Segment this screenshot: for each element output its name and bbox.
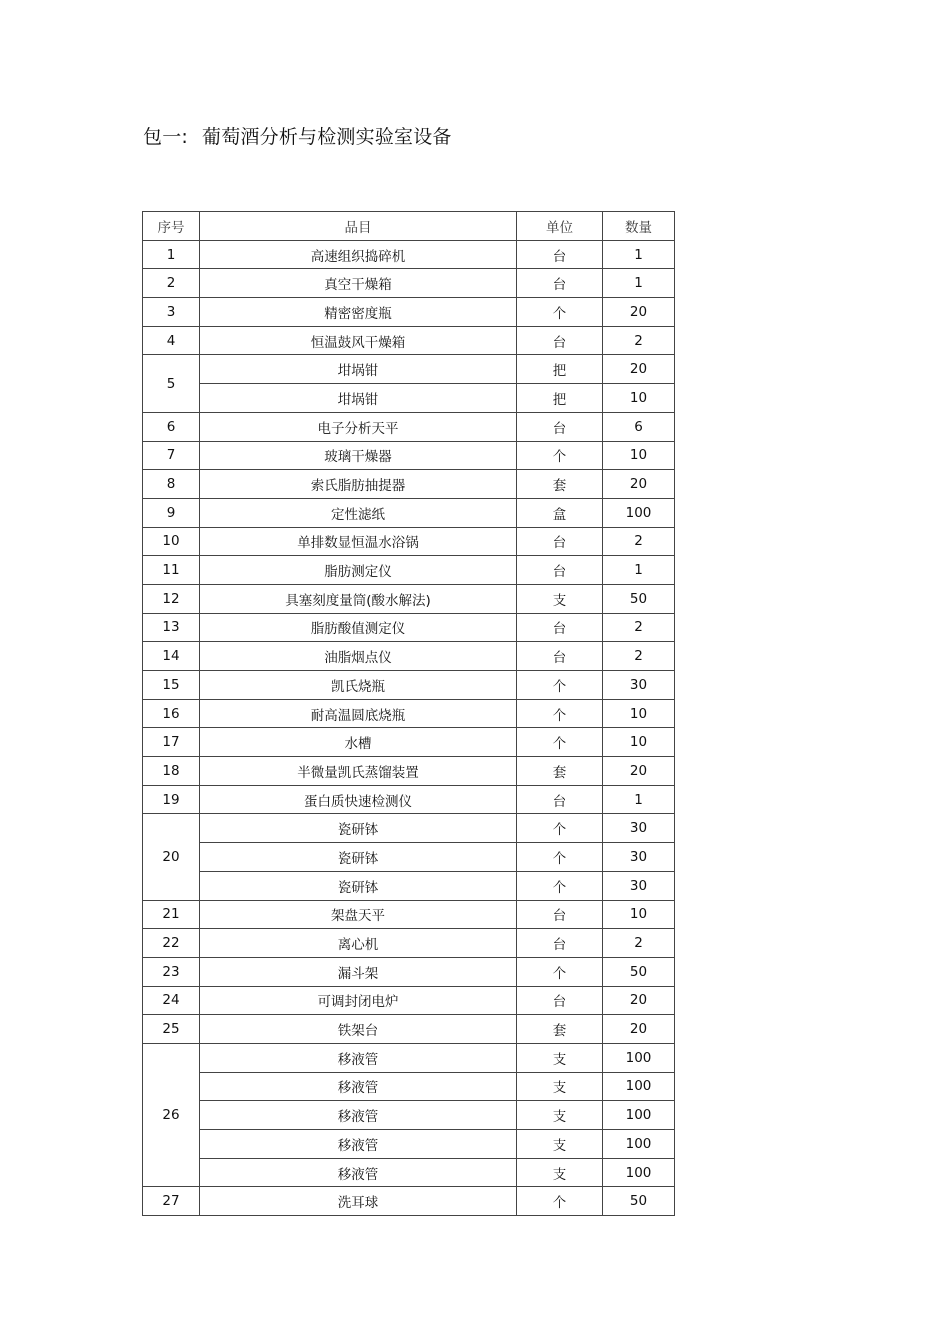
cell-item: 真空干燥箱: [200, 269, 517, 298]
table-row: [143, 1015, 675, 1044]
cell-qty: 30: [603, 871, 675, 900]
cell-unit: 个: [517, 298, 603, 327]
cell-unit: 支: [517, 1130, 603, 1159]
table-row: [143, 269, 675, 298]
cell-unit: 支: [517, 1158, 603, 1187]
cell-qty: 100: [603, 1072, 675, 1101]
table-row: [143, 671, 675, 700]
cell-qty: 2: [603, 527, 675, 556]
cell-seq: 20: [143, 814, 200, 900]
cell-seq: 10: [143, 527, 200, 556]
cell-seq: 6: [143, 412, 200, 441]
cell-item: 移液管: [200, 1130, 517, 1159]
cell-unit: 盒: [517, 498, 603, 527]
cell-unit: 支: [517, 1072, 603, 1101]
cell-item: 瓷研钵: [200, 871, 517, 900]
table-row: [143, 1187, 675, 1216]
cell-item: 恒温鼓风干燥箱: [200, 326, 517, 355]
table-row: [143, 412, 675, 441]
cell-seq: 4: [143, 326, 200, 355]
table-row: [143, 470, 675, 499]
cell-unit: 台: [517, 986, 603, 1015]
cell-seq: 8: [143, 470, 200, 499]
cell-qty: 1: [603, 240, 675, 269]
cell-qty: 50: [603, 957, 675, 986]
cell-item: 水槽: [200, 728, 517, 757]
cell-seq: 1: [143, 240, 200, 269]
cell-unit: 个: [517, 441, 603, 470]
cell-seq: 15: [143, 671, 200, 700]
cell-qty: 10: [603, 699, 675, 728]
cell-item: 移液管: [200, 1072, 517, 1101]
cell-unit: 个: [517, 671, 603, 700]
header-seq: 序号: [143, 212, 200, 241]
cell-seq: 14: [143, 642, 200, 671]
header-qty: 数量: [603, 212, 675, 241]
cell-item: 坩埚钳: [200, 384, 517, 413]
cell-item: 油脂烟点仪: [200, 642, 517, 671]
cell-item: 洗耳球: [200, 1187, 517, 1216]
cell-qty: 10: [603, 441, 675, 470]
cell-item: 移液管: [200, 1043, 517, 1072]
cell-unit: 支: [517, 1043, 603, 1072]
cell-unit: 个: [517, 814, 603, 843]
cell-qty: 1: [603, 556, 675, 585]
cell-seq: 18: [143, 757, 200, 786]
table-row: [143, 298, 675, 327]
cell-item: 可调封闭电炉: [200, 986, 517, 1015]
table-row: [143, 1072, 675, 1101]
cell-seq: 2: [143, 269, 200, 298]
cell-item: 移液管: [200, 1101, 517, 1130]
cell-qty: 2: [603, 613, 675, 642]
cell-qty: 20: [603, 298, 675, 327]
cell-qty: 2: [603, 326, 675, 355]
table-row: [143, 757, 675, 786]
table-row: [143, 498, 675, 527]
table-row: [143, 441, 675, 470]
cell-seq: 3: [143, 298, 200, 327]
cell-qty: 1: [603, 785, 675, 814]
table-row: [143, 1101, 675, 1130]
cell-item: 架盘天平: [200, 900, 517, 929]
table-row: [143, 814, 675, 843]
header-unit: 单位: [517, 212, 603, 241]
table-row: [143, 384, 675, 413]
cell-item: 坩埚钳: [200, 355, 517, 384]
table-row: [143, 728, 675, 757]
cell-unit: 台: [517, 326, 603, 355]
equipment-table: [142, 211, 675, 1216]
cell-item: 具塞刻度量筒(酸水解法): [200, 584, 517, 613]
cell-unit: 个: [517, 1187, 603, 1216]
cell-seq: 11: [143, 556, 200, 585]
cell-item: 精密密度瓶: [200, 298, 517, 327]
table-row: [143, 785, 675, 814]
table-row: [143, 584, 675, 613]
cell-qty: 2: [603, 929, 675, 958]
title-text: 葡萄酒分析与检测实验室设备: [202, 126, 452, 148]
cell-item: 定性滤纸: [200, 498, 517, 527]
table-row: [143, 355, 675, 384]
cell-seq: 23: [143, 957, 200, 986]
cell-qty: 20: [603, 470, 675, 499]
cell-unit: 台: [517, 785, 603, 814]
cell-item: 凯氏烧瓶: [200, 671, 517, 700]
table-row: [143, 1158, 675, 1187]
cell-item: 脂肪酸值测定仪: [200, 613, 517, 642]
table-row: [143, 699, 675, 728]
table-row: [143, 613, 675, 642]
table-row: [143, 843, 675, 872]
cell-unit: 个: [517, 728, 603, 757]
cell-item: 索氏脂肪抽提器: [200, 470, 517, 499]
cell-item: 铁架台: [200, 1015, 517, 1044]
cell-unit: 把: [517, 355, 603, 384]
table-row: [143, 900, 675, 929]
cell-seq: 17: [143, 728, 200, 757]
cell-qty: 100: [603, 1101, 675, 1130]
cell-unit: 个: [517, 843, 603, 872]
cell-item: 瓷研钵: [200, 814, 517, 843]
cell-seq: 26: [143, 1043, 200, 1186]
table-row: [143, 986, 675, 1015]
table-row: [143, 556, 675, 585]
cell-unit: 套: [517, 1015, 603, 1044]
cell-item: 漏斗架: [200, 957, 517, 986]
cell-seq: 13: [143, 613, 200, 642]
cell-seq: 19: [143, 785, 200, 814]
cell-unit: 个: [517, 699, 603, 728]
table-row: [143, 929, 675, 958]
cell-unit: 台: [517, 269, 603, 298]
cell-item: 蛋白质快速检测仪: [200, 785, 517, 814]
cell-unit: 台: [517, 527, 603, 556]
cell-unit: 台: [517, 929, 603, 958]
cell-unit: 台: [517, 240, 603, 269]
cell-item: 瓷研钵: [200, 843, 517, 872]
cell-qty: 30: [603, 843, 675, 872]
cell-unit: 支: [517, 1101, 603, 1130]
cell-qty: 20: [603, 986, 675, 1015]
cell-item: 玻璃干燥器: [200, 441, 517, 470]
table-row: [143, 1130, 675, 1159]
cell-item: 半微量凯氏蒸馏装置: [200, 757, 517, 786]
cell-seq: 7: [143, 441, 200, 470]
cell-unit: 台: [517, 412, 603, 441]
cell-unit: 台: [517, 900, 603, 929]
table-row: [143, 527, 675, 556]
cell-qty: 50: [603, 1187, 675, 1216]
table-row: [143, 871, 675, 900]
cell-qty: 2: [603, 642, 675, 671]
table-row: [143, 957, 675, 986]
cell-qty: 10: [603, 728, 675, 757]
cell-unit: 支: [517, 584, 603, 613]
header-item: 品目: [200, 212, 517, 241]
title-prefix: 包一:: [143, 126, 189, 148]
cell-seq: 9: [143, 498, 200, 527]
cell-item: 离心机: [200, 929, 517, 958]
cell-item: 高速组织捣碎机: [200, 240, 517, 269]
cell-qty: 10: [603, 900, 675, 929]
cell-item: 电子分析天平: [200, 412, 517, 441]
cell-qty: 10: [603, 384, 675, 413]
cell-unit: 套: [517, 470, 603, 499]
cell-unit: 把: [517, 384, 603, 413]
cell-item: 单排数显恒温水浴锅: [200, 527, 517, 556]
cell-qty: 100: [603, 498, 675, 527]
cell-seq: 21: [143, 900, 200, 929]
table-row: [143, 1043, 675, 1072]
table-row: [143, 642, 675, 671]
cell-qty: 100: [603, 1158, 675, 1187]
cell-unit: 个: [517, 871, 603, 900]
cell-qty: 100: [603, 1130, 675, 1159]
cell-item: 耐高温圆底烧瓶: [200, 699, 517, 728]
cell-seq: 5: [143, 355, 200, 412]
cell-unit: 个: [517, 957, 603, 986]
table-row: [143, 326, 675, 355]
cell-seq: 12: [143, 584, 200, 613]
cell-unit: 台: [517, 613, 603, 642]
table-header-row: [143, 212, 675, 241]
cell-item: 脂肪测定仪: [200, 556, 517, 585]
cell-unit: 套: [517, 757, 603, 786]
page-title: [143, 124, 452, 150]
cell-qty: 1: [603, 269, 675, 298]
cell-seq: 22: [143, 929, 200, 958]
table-row: [143, 240, 675, 269]
cell-seq: 16: [143, 699, 200, 728]
cell-qty: 6: [603, 412, 675, 441]
cell-qty: 20: [603, 1015, 675, 1044]
cell-qty: 30: [603, 671, 675, 700]
cell-seq: 27: [143, 1187, 200, 1216]
cell-qty: 50: [603, 584, 675, 613]
cell-qty: 20: [603, 757, 675, 786]
cell-qty: 100: [603, 1043, 675, 1072]
cell-qty: 30: [603, 814, 675, 843]
cell-unit: 台: [517, 556, 603, 585]
cell-unit: 台: [517, 642, 603, 671]
cell-seq: 25: [143, 1015, 200, 1044]
cell-seq: 24: [143, 986, 200, 1015]
cell-item: 移液管: [200, 1158, 517, 1187]
table-body: [143, 240, 675, 1215]
cell-qty: 20: [603, 355, 675, 384]
